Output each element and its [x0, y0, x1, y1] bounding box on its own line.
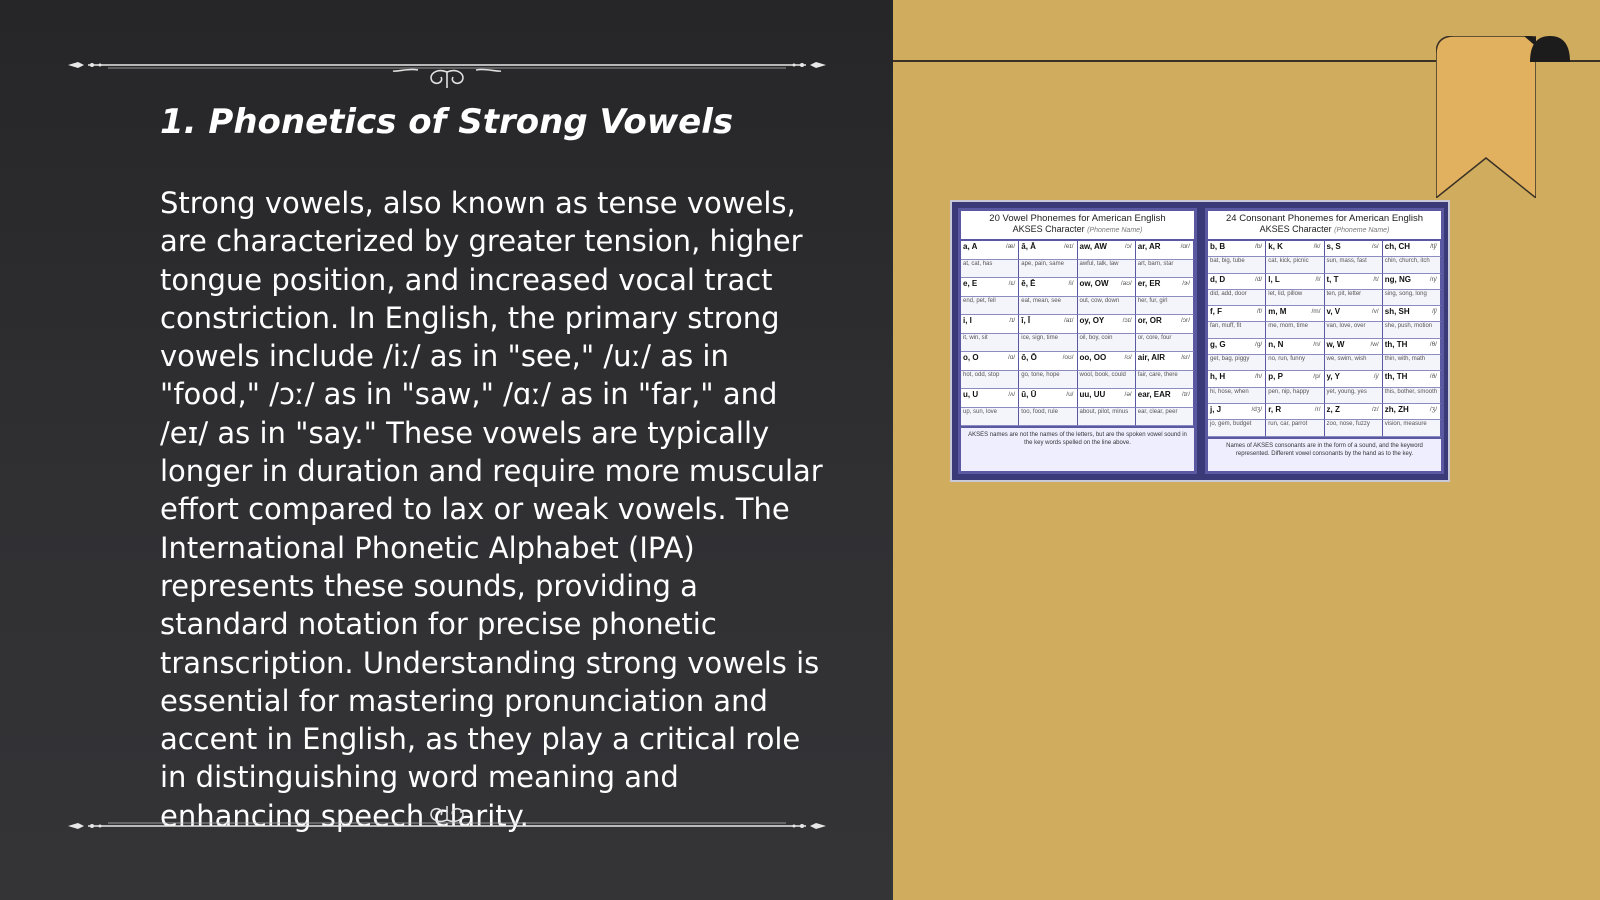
phoneme-symbol-cell	[1383, 371, 1441, 387]
phoneme-example-words: fan, muff, fit	[1208, 322, 1266, 338]
phoneme-example-words: get, bag, piggy	[1208, 355, 1266, 371]
phoneme-symbol: th, TH	[1384, 372, 1408, 382]
phoneme-symbol: ō, Ō	[1021, 353, 1037, 362]
consonant-panel-header	[1208, 211, 1441, 241]
phoneme-symbol-cell	[1136, 389, 1194, 408]
phoneme-example-words: it, win, sit	[961, 334, 1019, 353]
vowel-panel-header	[961, 211, 1194, 241]
phoneme-example-words: sing, song, long	[1383, 290, 1441, 306]
phoneme-ipa: /b/	[1255, 243, 1263, 250]
phoneme-example-words: vision, measure	[1383, 420, 1441, 436]
phoneme-symbol: ī, Ī	[1021, 316, 1031, 325]
phoneme-ipa: /n/	[1313, 340, 1321, 348]
phoneme-symbol-cell	[1383, 306, 1441, 322]
phoneme-symbol-cell	[1208, 274, 1266, 290]
phoneme-ipa: /ɪr/	[1181, 391, 1190, 398]
phoneme-symbol: n, N	[1268, 339, 1284, 349]
phoneme-ipa: /ɔɪ/	[1122, 317, 1132, 324]
phoneme-ipa: /s/	[1371, 243, 1379, 250]
phoneme-symbol: s, S	[1326, 242, 1341, 251]
ribbon-fold-icon	[1530, 36, 1570, 62]
phoneme-symbol-cell	[1383, 241, 1441, 257]
phoneme-example-words: no, run, funny	[1266, 355, 1324, 371]
phoneme-ipa: /z/	[1371, 405, 1379, 413]
phoneme-symbol-cell	[1136, 241, 1194, 260]
phoneme-example-words: fair, care, there	[1136, 371, 1194, 390]
phoneme-symbol-cell	[1325, 274, 1383, 290]
slide-title: 1. Phonetics of Strong Vowels	[160, 102, 734, 142]
phoneme-ipa: /ɔ/	[1124, 243, 1132, 250]
phoneme-symbol: y, Y	[1326, 372, 1340, 382]
phoneme-symbol: uu, UU	[1079, 390, 1106, 399]
phoneme-ipa: /g/	[1255, 340, 1263, 348]
phoneme-example-words: awful, talk, law	[1078, 260, 1136, 279]
phoneme-symbol-cell	[1019, 315, 1077, 334]
vowel-panel-subtitle: AKSES Character	[1012, 224, 1085, 234]
consonant-phoneme-panel	[1205, 208, 1444, 474]
phoneme-ipa: /tʃ/	[1430, 243, 1437, 250]
phoneme-symbol-cell	[1078, 278, 1136, 297]
phoneme-ipa: /ɑr/	[1180, 243, 1190, 250]
phoneme-ipa: /ŋ/	[1429, 275, 1437, 283]
phoneme-ipa: /t/	[1373, 275, 1379, 283]
slide-body-text: Strong vowels, also known as tense vowels, are characterized by greater tension, higher tongue position, and increased vocal tract constriction. In English, the primary strong vowels include /iː/ as in "see," /uː/ as in "food," /ɔː/ as in "saw," /ɑː/ as in "far," and /eɪ/ as in "say." These vowels are typically longer in duration and require more muscular effort compared to lax or weak vowels. The International Phonetic Alphabet (IPA) represents these sounds, providing a standard notation for precise phonetic transcription. Understanding strong vowels is essential for mastering pronunciation and accent in English, as they play a critical role in distinguishing word meaning and enhancing speech clarity.	[160, 186, 823, 833]
vowel-phoneme-grid	[961, 241, 1194, 426]
phoneme-symbol: ā, Ā	[1021, 242, 1036, 251]
phoneme-example-words: oil, boy, coin	[1078, 334, 1136, 353]
phoneme-symbol-cell	[1266, 371, 1324, 387]
consonant-panel-footer: Names of AKSES consonants are in the form of a sound, and the keyword represented. Different vowel consonants by the hand as to the key.	[1208, 437, 1441, 474]
phoneme-symbol: w, W	[1326, 339, 1345, 349]
phoneme-symbol: f, F	[1210, 307, 1222, 317]
phoneme-ipa: /k/	[1313, 243, 1321, 250]
vowel-phoneme-panel	[958, 208, 1197, 474]
phoneme-symbol-cell	[1208, 339, 1266, 355]
phoneme-symbol-cell	[1325, 241, 1383, 257]
phoneme-symbol-cell	[1325, 371, 1383, 387]
phoneme-ipa: /ɝ/	[1182, 280, 1190, 287]
phoneme-ipa: /ʃ/	[1431, 308, 1437, 316]
phoneme-symbol: ū, Ū	[1021, 390, 1037, 399]
phoneme-example-words: zoo, nose, fuzzy	[1325, 420, 1383, 436]
phoneme-symbol: e, E	[963, 279, 978, 288]
phoneme-symbol: d, D	[1210, 274, 1226, 284]
phoneme-example-words: this, bother, smooth	[1383, 388, 1441, 404]
bottom-ornament-divider	[68, 806, 826, 846]
phoneme-symbol: oo, OO	[1079, 353, 1107, 362]
vowel-panel-subtitle-note: (Phoneme Name)	[1087, 227, 1143, 234]
phoneme-symbol-cell	[1019, 389, 1077, 408]
phoneme-symbol: th, TH	[1384, 339, 1408, 349]
phoneme-example-words: bat, big, tube	[1208, 257, 1266, 273]
phoneme-ipa: /w/	[1370, 340, 1379, 348]
phoneme-ipa: /aʊ/	[1120, 280, 1132, 287]
phoneme-symbol: air, AIR	[1137, 353, 1166, 362]
phoneme-example-words: me, mom, time	[1266, 322, 1324, 338]
phoneme-example-words: thin, with, math	[1383, 355, 1441, 371]
phoneme-example-words: out, cow, down	[1078, 297, 1136, 316]
phoneme-symbol-cell	[1325, 404, 1383, 420]
phoneme-symbol: or, OR	[1137, 316, 1162, 325]
phoneme-symbol-cell	[1266, 241, 1324, 257]
phoneme-example-words: go, tone, hope	[1019, 371, 1077, 390]
phoneme-example-words: jo, gem, budget	[1208, 420, 1266, 436]
phoneme-example-words: ice, sign, time	[1019, 334, 1077, 353]
bookmark-ribbon-icon	[1436, 36, 1536, 198]
phoneme-example-words: let, lid, pillow	[1266, 290, 1324, 306]
phoneme-ipa: /dʒ/	[1251, 405, 1263, 413]
phoneme-ipa: /eɪ/	[1063, 243, 1074, 250]
phoneme-symbol: p, P	[1268, 372, 1283, 382]
phoneme-ipa: /ʒ/	[1429, 405, 1437, 413]
vowel-panel-title: 20 Vowel Phonemes for American English	[989, 213, 1166, 224]
phoneme-symbol: aw, AW	[1079, 242, 1107, 251]
phoneme-symbol-cell	[961, 315, 1019, 334]
phoneme-example-words: ear, clear, peer	[1136, 408, 1194, 427]
phoneme-example-words: about, pilot, minus	[1078, 408, 1136, 427]
phoneme-example-words: too, food, rule	[1019, 408, 1077, 427]
phoneme-symbol: ē, Ē	[1021, 279, 1036, 288]
phoneme-symbol-cell	[1208, 306, 1266, 322]
phoneme-symbol-cell	[1078, 352, 1136, 371]
vowel-panel-footer: AKSES names are not the names of the letters, but are the spoken vowel sound in the key words spelled on the line above.	[961, 426, 1194, 474]
phoneme-ipa: /p/	[1313, 373, 1321, 381]
phoneme-symbol: i, I	[963, 316, 972, 325]
consonant-panel-subtitle-note: (Phoneme Name)	[1334, 227, 1390, 234]
phoneme-symbol-cell	[1019, 278, 1077, 297]
phoneme-example-words: run, car, parrot	[1266, 420, 1324, 436]
phoneme-symbol: u, U	[963, 390, 979, 399]
phoneme-symbol-cell	[1019, 241, 1077, 260]
phoneme-ipa: /l/	[1315, 275, 1321, 283]
phoneme-symbol-cell	[961, 352, 1019, 371]
phoneme-ipa: /ə/	[1124, 391, 1132, 398]
phoneme-symbol-cell	[1383, 404, 1441, 420]
phoneme-ipa: /ɔr/	[1180, 317, 1190, 324]
phoneme-symbol-cell	[961, 241, 1019, 260]
phoneme-example-words: van, love, over	[1325, 322, 1383, 338]
phoneme-example-words: her, fur, girl	[1136, 297, 1194, 316]
phoneme-symbol-cell	[1208, 371, 1266, 387]
phoneme-ipa: /aɪ/	[1063, 317, 1074, 324]
phoneme-ipa: /v/	[1371, 308, 1379, 316]
phoneme-example-words: ape, pain, same	[1019, 260, 1077, 279]
phoneme-ipa: /oʊ/	[1062, 354, 1074, 361]
phoneme-example-words: at, cat, has	[961, 260, 1019, 279]
phoneme-ipa: /d/	[1255, 275, 1263, 283]
phoneme-symbol: oy, OY	[1079, 316, 1105, 325]
phoneme-symbol-cell	[1078, 389, 1136, 408]
phoneme-example-words: cat, kick, picnic	[1266, 257, 1324, 273]
phoneme-ipa: /ɪ/	[1009, 317, 1016, 324]
phoneme-symbol: h, H	[1210, 372, 1226, 382]
phoneme-ipa: /u/	[1066, 391, 1074, 398]
phoneme-symbol-cell	[961, 278, 1019, 297]
phoneme-ipa: /j/	[1373, 373, 1379, 381]
phoneme-symbol-cell	[1136, 278, 1194, 297]
phoneme-example-words: or, core, four	[1136, 334, 1194, 353]
phoneme-example-words: chin, church, itch	[1383, 257, 1441, 273]
phoneme-symbol-cell	[1078, 315, 1136, 334]
phoneme-symbol-cell	[1136, 315, 1194, 334]
phoneme-example-words: yet, young, yes	[1325, 388, 1383, 404]
phoneme-symbol: ow, OW	[1079, 279, 1109, 288]
phoneme-example-words: ten, pit, letter	[1325, 290, 1383, 306]
phoneme-symbol-cell	[1208, 404, 1266, 420]
phoneme-symbol: z, Z	[1326, 404, 1340, 414]
phoneme-symbol: ch, CH	[1384, 242, 1411, 251]
phoneme-symbol-cell	[1266, 339, 1324, 355]
phoneme-ipa: /i/	[1068, 280, 1074, 287]
phoneme-ipa: /ð/	[1429, 373, 1437, 381]
phoneme-symbol-cell	[1266, 306, 1324, 322]
phoneme-symbol-cell	[1136, 352, 1194, 371]
phoneme-symbol: ng, NG	[1384, 274, 1411, 284]
phoneme-symbol-cell	[1266, 404, 1324, 420]
phoneme-ipa: /ʌ/	[1008, 391, 1016, 398]
phoneme-symbol-cell	[961, 389, 1019, 408]
phoneme-ipa: /ɛ/	[1008, 280, 1016, 287]
phoneme-symbol: o, O	[963, 353, 979, 362]
phoneme-symbol-cell	[1383, 274, 1441, 290]
phoneme-symbol: er, ER	[1137, 279, 1161, 288]
phoneme-symbol-cell	[1019, 352, 1077, 371]
phoneme-example-words: she, push, motion	[1383, 322, 1441, 338]
phoneme-symbol: m, M	[1268, 307, 1287, 317]
phoneme-symbol: b, B	[1210, 242, 1226, 251]
phoneme-example-words: end, pet, fell	[961, 297, 1019, 316]
phoneme-ipa: /ɑ/	[1008, 354, 1016, 361]
phoneme-symbol-cell	[1325, 306, 1383, 322]
phoneme-example-words: eat, mean, see	[1019, 297, 1077, 316]
phoneme-chart-image	[950, 200, 1450, 482]
phoneme-example-words: up, sun, love	[961, 408, 1019, 427]
phoneme-symbol: r, R	[1268, 404, 1282, 414]
phoneme-symbol-cell	[1266, 274, 1324, 290]
phoneme-example-words: art, barn, star	[1136, 260, 1194, 279]
phoneme-ipa: /ʊ/	[1124, 354, 1132, 361]
top-ornament-divider	[68, 50, 826, 90]
phoneme-example-words: we, swim, wish	[1325, 355, 1383, 371]
phoneme-symbol: zh, ZH	[1384, 404, 1409, 414]
phoneme-symbol-cell	[1325, 339, 1383, 355]
phoneme-symbol: ar, AR	[1137, 242, 1161, 251]
phoneme-example-words: hot, odd, stop	[961, 371, 1019, 390]
phoneme-example-words: hi, hose, when	[1208, 388, 1266, 404]
phoneme-ipa: /f/	[1256, 308, 1263, 316]
phoneme-example-words: pen, nip, happy	[1266, 388, 1324, 404]
phoneme-ipa: /ɛr/	[1181, 354, 1190, 361]
consonant-phoneme-grid	[1208, 241, 1441, 437]
phoneme-symbol-cell	[1078, 241, 1136, 260]
phoneme-ipa: /θ/	[1429, 340, 1437, 348]
phoneme-symbol: t, T	[1326, 274, 1339, 284]
phoneme-example-words: wool, book, could	[1078, 371, 1136, 390]
phoneme-example-words: sun, mass, fast	[1325, 257, 1383, 273]
phoneme-symbol: a, A	[963, 242, 978, 251]
phoneme-symbol: g, G	[1210, 339, 1226, 349]
phoneme-symbol: j, J	[1210, 404, 1222, 414]
phoneme-symbol: v, V	[1326, 307, 1341, 317]
consonant-panel-title: 24 Consonant Phonemes for American English	[1226, 213, 1423, 224]
phoneme-ipa: /æ/	[1005, 243, 1016, 250]
phoneme-ipa: /m/	[1311, 308, 1321, 316]
phoneme-symbol: k, K	[1268, 242, 1283, 251]
phoneme-symbol: l, L	[1268, 274, 1280, 284]
phoneme-symbol: sh, SH	[1384, 307, 1410, 317]
phoneme-ipa: /h/	[1255, 373, 1263, 381]
phoneme-ipa: /r/	[1314, 405, 1321, 413]
phoneme-symbol-cell	[1208, 241, 1266, 257]
phoneme-example-words: did, add, door	[1208, 290, 1266, 306]
phoneme-symbol-cell	[1383, 339, 1441, 355]
phoneme-symbol: ear, EAR	[1137, 390, 1171, 399]
consonant-panel-subtitle: AKSES Character	[1259, 224, 1332, 234]
